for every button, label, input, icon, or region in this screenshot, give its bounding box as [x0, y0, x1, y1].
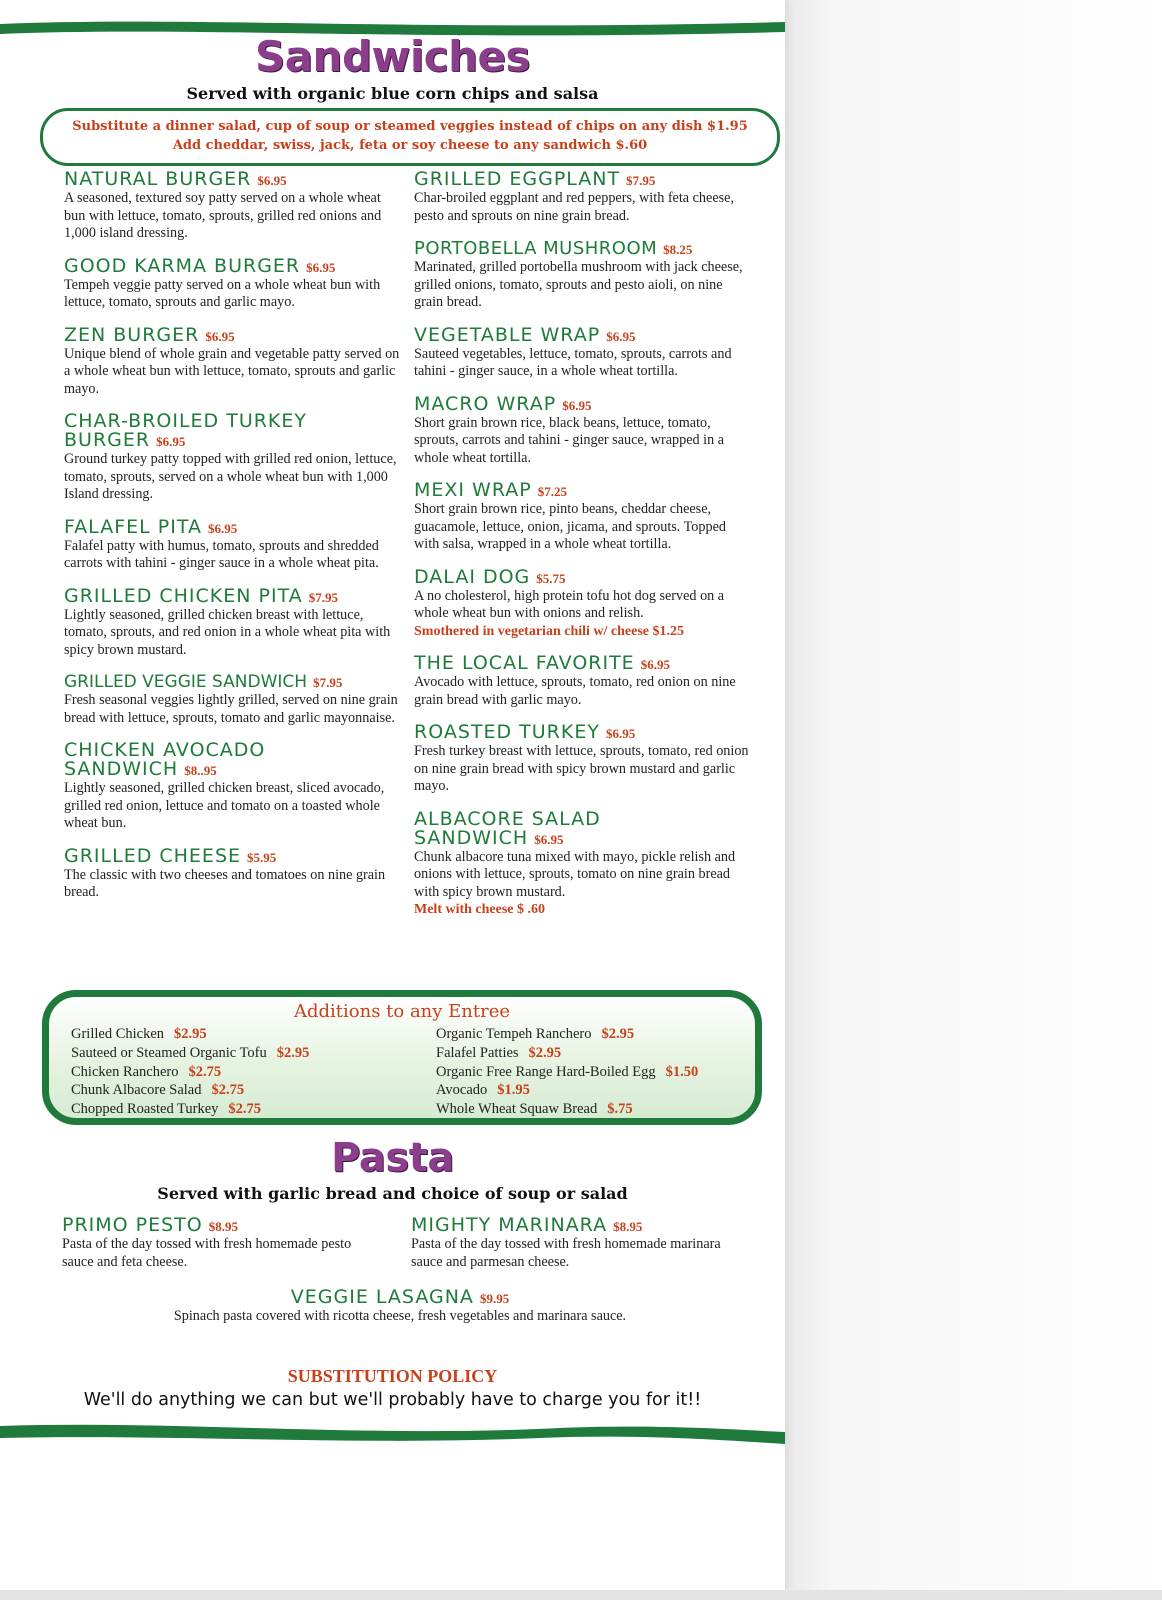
addition-row — [71, 1081, 401, 1100]
item-name: GRILLED CHICKEN PITA — [64, 584, 303, 607]
menu-item — [64, 412, 404, 504]
item-name: GRILLED VEGGIE SANDWICH — [64, 672, 308, 692]
item-price: $6.95 — [605, 726, 636, 741]
item-price: $8.95 — [613, 1219, 643, 1234]
sandwiches-subtitle: Served with organic blue corn chips and salsa — [186, 84, 599, 103]
item-name: GOOD KARMA BURGER — [64, 254, 301, 277]
item-description: Ground turkey patty topped with grilled red onion, lettuce, tomato, sprouts, served on a whole wheat bun with 1,000 Island dressing. — [64, 451, 397, 502]
addition-row — [436, 1044, 766, 1063]
addition-name: Chicken Ranchero — [71, 1063, 179, 1080]
item-description: Lightly seasoned, grilled chicken breast with lettuce, tomato, sprouts, and red onion in a whole wheat pita with spicy brown mustard. — [64, 606, 391, 658]
item-name: VEGGIE LASAGNA — [290, 1286, 474, 1308]
additions-column-right — [436, 1025, 766, 1119]
item-description: A no cholesterol, high protein tofu hot dog served on a whole wheat bun with onions and relish. — [414, 587, 725, 621]
item-description: Chunk albacore tuna mixed with mayo, pickle relish and onions with lettuce, sprouts, tomato on nine grain bread with spicy brown mustard. — [414, 848, 736, 900]
addition-row — [71, 1025, 401, 1044]
pasta-subtitle: Served with garlic bread and choice of soup or salad — [157, 1184, 628, 1203]
item-price: $8.95 — [208, 1219, 238, 1234]
menu-item — [414, 723, 754, 796]
item-description: Short grain brown rice, black beans, lettuce, tomato, sprouts, carrots and tahini - ginger sauce, wrapped in a whole wheat tortilla. — [414, 414, 725, 466]
page-shadow — [785, 0, 1162, 1600]
addition-name: Avocado — [436, 1082, 488, 1099]
item-name: MEXI WRAP — [414, 479, 532, 501]
item-name: PRIMO PESTO — [62, 1214, 203, 1236]
notice-line: Substitute a dinner salad, cup of soup or steamed veggies instead of chips on any dish $1.95 — [72, 119, 748, 134]
sandwich-column-left — [64, 170, 404, 916]
addition-row — [436, 1025, 766, 1044]
menu-item — [414, 392, 754, 468]
menu-item — [414, 170, 754, 225]
item-price: $7.95 — [308, 589, 338, 605]
menu-item — [64, 673, 404, 727]
addition-price: $1.95 — [497, 1082, 530, 1099]
item-description: The classic with two cheeses and tomatoes on nine grain bread. — [64, 866, 386, 900]
item-description: Unique blend of whole grain and vegetable patty served on a whole wheat bun with lettuce, tomato, sprouts and garlic mayo. — [64, 345, 400, 397]
item-description: Pasta of the day tossed with fresh homemade pesto sauce and feta cheese. — [62, 1236, 352, 1270]
menu-item — [60, 1288, 740, 1326]
item-name: PORTOBELLA MUSHROOM — [414, 238, 658, 259]
menu-item — [414, 807, 754, 919]
item-name: FALAFEL PITA — [64, 515, 202, 538]
item-price: $8.25 — [663, 242, 693, 257]
menu-item — [64, 844, 404, 902]
addition-row — [71, 1063, 401, 1082]
item-description: Fresh seasonal veggies lightly grilled, served on nine grain bread with lettuce, sprouts, tomato and garlic mayonnaise. — [64, 692, 398, 726]
page-bottom-edge — [0, 1590, 1162, 1600]
menu-item — [414, 565, 754, 641]
item-description: Short grain brown rice, pinto beans, cheddar cheese, guacamole, lettuce, onion, jicama, and sprouts. Topped with salsa, wrapped in a whole wheat tortilla. — [414, 501, 726, 552]
additions-box — [42, 990, 762, 1125]
menu-item — [64, 741, 404, 833]
menu-item — [64, 170, 404, 243]
policy-title: SUBSTITUTION POLICY — [287, 1366, 498, 1386]
item-name: GRILLED CHEESE — [64, 844, 242, 867]
item-price: $7.25 — [537, 484, 567, 499]
item-price: $6.95 — [257, 173, 287, 188]
addition-row — [436, 1081, 766, 1100]
item-description: Pasta of the day tossed with fresh homemade marinara sauce and parmesan cheese. — [411, 1236, 721, 1270]
item-name: MIGHTY MARINARA — [411, 1214, 608, 1236]
item-price: $5.75 — [536, 570, 566, 586]
item-price: $6.95 — [534, 831, 564, 847]
item-description: Spinach pasta covered with ricotta cheese, fresh vegetables and marinara sauce. — [173, 1308, 627, 1324]
item-price: $6.95 — [562, 397, 592, 413]
addition-row — [71, 1044, 401, 1063]
item-name: NATURAL BURGER — [64, 168, 252, 190]
addition-price: $2.75 — [211, 1082, 245, 1099]
addition-name: Falafel Patties — [436, 1044, 519, 1061]
addition-row — [436, 1063, 766, 1082]
addition-name: Chunk Albacore Salad — [71, 1082, 202, 1099]
additions-column-left — [71, 1025, 401, 1119]
item-description: Tempeh veggie patty served on a whole wheat bun with lettuce, tomato, sprouts and garlic mayo. — [64, 276, 381, 310]
menu-item — [414, 323, 754, 381]
item-description: Lightly seasoned, grilled chicken breast, sliced avocado, grilled red onion, lettuce and tomato on a toasted whole wheat bun. — [64, 780, 385, 831]
addition-name: Sauteed or Steamed Organic Tofu — [71, 1044, 267, 1061]
item-price: $8..95 — [184, 763, 217, 778]
item-price: $7.95 — [626, 173, 656, 188]
addition-row — [71, 1100, 401, 1119]
addition-price: $2.95 — [601, 1026, 635, 1042]
menu-item — [64, 323, 404, 399]
item-description: Marinated, grilled portobella mushroom with jack cheese, grilled onions, tomato, sprouts and pesto aioli, on nine grain bread. — [414, 259, 743, 310]
item-description: Falafel patty with humus, tomato, sprouts and shredded carrots with tahini - ginger sauce in a whole wheat pita. — [64, 537, 379, 571]
item-price: $6.95 — [306, 259, 336, 275]
addition-row — [436, 1100, 766, 1119]
item-name: THE LOCAL FAVORITE — [414, 652, 635, 674]
menu-item — [64, 515, 404, 573]
item-name: VEGETABLE WRAP — [414, 323, 601, 346]
item-description: A seasoned, textured soy patty served on a whole wheat bun with lettuce, tomato, sprouts, grilled red onions and 1,000 island dressing. — [64, 190, 382, 241]
item-name: CHAR-BROILED TURKEY BURGER — [64, 410, 308, 451]
bottom-wave-border — [0, 1418, 785, 1450]
menu-item — [64, 254, 404, 312]
menu-item — [414, 239, 754, 312]
item-addon-note: Smothered in vegetarian chili w/ cheese $1.25 — [414, 623, 684, 639]
addition-price: $.75 — [607, 1101, 633, 1118]
item-name: GRILLED EGGPLANT — [414, 168, 621, 190]
menu-item — [414, 481, 754, 554]
addition-price: $2.75 — [228, 1101, 262, 1118]
addition-name: Grilled Chicken — [71, 1026, 165, 1042]
menu-item — [414, 654, 754, 709]
menu-item — [411, 1216, 751, 1271]
addition-price: $2.75 — [188, 1063, 222, 1080]
item-price: $6.95 — [640, 657, 670, 672]
menu-item — [62, 1216, 402, 1271]
addition-price: $2.95 — [174, 1026, 207, 1042]
item-price: $6.95 — [205, 328, 235, 344]
item-description: Sauteed vegetables, lettuce, tomato, sprouts, carrots and tahini - ginger sauce, in a whole wheat tortilla. — [414, 345, 732, 379]
item-price: $6.95 — [156, 434, 186, 449]
sandwich-column-right — [414, 170, 754, 933]
addition-price: $1.50 — [665, 1063, 699, 1080]
item-price: $6.95 — [606, 328, 636, 344]
notice-line: Add cheddar, swiss, jack, feta or soy cheese to any sandwich $.60 — [172, 138, 648, 153]
item-description: Fresh turkey breast with lettuce, sprouts, tomato, red onion on nine grain bread with spicy brown mustard and garlic mayo. — [414, 743, 749, 794]
item-price: $5.95 — [247, 849, 277, 865]
item-price: $6.95 — [207, 520, 238, 536]
item-price: $7.95 — [313, 675, 343, 690]
item-price: $9.95 — [479, 1291, 510, 1306]
item-description: Avocado with lettuce, sprouts, tomato, red onion on nine grain bread with garlic mayo. — [414, 674, 736, 708]
item-name: DALAI DOG — [414, 565, 531, 588]
item-name: ROASTED TURKEY — [414, 721, 600, 743]
item-addon-note: Melt with cheese $ .60 — [414, 902, 546, 917]
addition-name: Chopped Roasted Turkey — [71, 1101, 219, 1118]
policy-text: We'll do anything we can but we'll probably have to charge you for it!! — [83, 1390, 702, 1410]
item-name: CHICKEN AVOCADO SANDWICH — [64, 739, 266, 780]
notice-box — [40, 108, 780, 166]
item-name: MACRO WRAP — [414, 392, 557, 415]
pasta-title: Pasta — [331, 1135, 454, 1181]
addition-name: Organic Free Range Hard-Boiled Egg — [436, 1063, 656, 1080]
addition-price: $2.95 — [276, 1044, 310, 1061]
addition-name: Whole Wheat Squaw Bread — [436, 1101, 598, 1118]
sandwiches-title: Sandwiches — [254, 32, 531, 81]
item-name: ALBACORE SALAD SANDWICH — [414, 807, 601, 849]
item-description: Char-broiled eggplant and red peppers, with feta cheese, pesto and sprouts on nine grain bread. — [414, 190, 734, 224]
additions-title: Additions to any Entree — [293, 1001, 511, 1022]
item-name: ZEN BURGER — [64, 323, 200, 346]
menu-item — [64, 584, 404, 660]
addition-name: Organic Tempeh Ranchero — [436, 1026, 592, 1042]
addition-price: $2.95 — [528, 1044, 562, 1061]
